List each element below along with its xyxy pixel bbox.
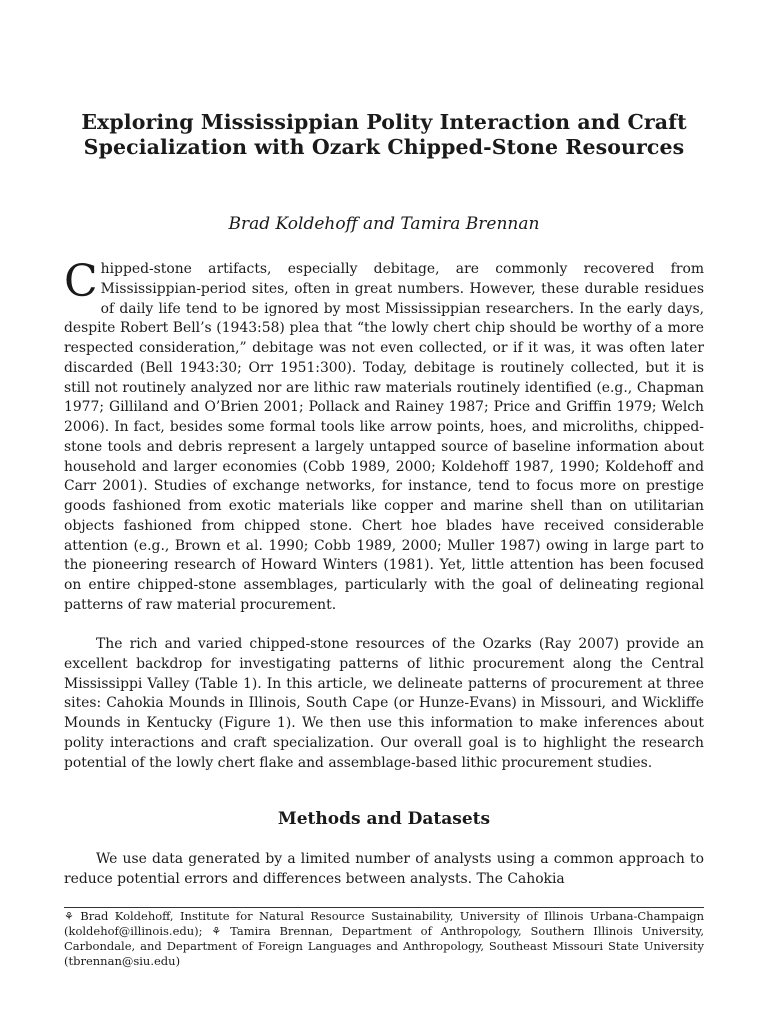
article-title: Exploring Mississippian Polity Interaction and Craft Specialization with Ozark Chipped-Stone Resources [81,110,687,159]
article-page [64,0,704,1024]
body-paragraph-2: The rich and varied chipped-stone resources of the Ozarks (Ray 2007) provide an excellent backdrop for investigating patterns of lithic procurement along the Central Mississippi Valley (Table 1). In this article, we delineate patterns of procurement at three sites: Cahokia Mounds in Illinois, South Cape (or Hunze-Evans) in Missouri, and Wickliffe Mounds in Kentucky (Figure 1). We then use this information to make inferences about polity interactions and craft specialization. Our overall goal is to highlight the research potential of the lowly chert flake and assemblage-based lithic procurement studies. [64,636,704,771]
paragraph-1-text: hipped-stone artifacts, especially debitage, are commonly recovered from Mississippian-period sites, often in great numbers. However, these durable residues of daily life tend to be ignored by most Mississippian researchers. In the early days, despite Robert Bell’s (1943:58) plea that “the lowly chert chip should be worthy of a more respected consideration,” debitage was not even collected, or if it was, it was often later discarded (Bell 1943:30; Orr 1951:300). Today, debitage is routinely collected, but it is still not routinely analyzed nor are lithic raw materials routinely identified (e.g., Chapman 1977; Gilliland and O’Brien 2001; Pollack and Rainey 1987; Price and Griffin 1979; Welch 2006). In fact, besides some formal tools like arrow points, hoes, and microliths, chipped-stone tools and debris represent a largely untapped source of baseline information about household and larger economies (Cobb 1989, 2000; Koldehoff 1987, 1990; Koldehoff and Carr 2001). Studies of exchange networks, for instance, tend to focus more on prestige goods fashioned from exotic materials like copper and marine shell than on utilitarian objects fashioned from chipped stone. Chert hoe blades have received considerable attention (e.g., Brown et al. 1990; Cobb 1989, 2000; Muller 1987) owing in large part to the pioneering research of Howard Winters (1981). Yet, little attention has been focused on entire chipped-stone assemblages, particularly with the goal of delineating regional patterns of raw material procurement. [64,261,704,613]
footnote-author-1: Brad Koldehoff, Institute for Natural Resource Sustainability, University of Illinois Urbana-Champaign (koldehof@illinois.edu); [64,909,704,938]
drop-cap: C [64,256,98,307]
footnote-divider [64,907,704,908]
footnote-marker-icon: ⚘ [211,925,222,938]
author-footnote [64,909,704,969]
body-paragraph-3: We use data generated by a limited number of analysts using a common approach to reduce potential errors and differences between analysts. The Cahokia [64,851,704,887]
section-heading-methods: Methods and Datasets [277,809,491,829]
article-authors: Brad Koldehoff and Tamira Brennan [228,214,540,234]
body-paragraph-1 [64,256,704,616]
footnote-marker-icon: ⚘ [64,910,74,923]
footnote-author-2: Tamira Brennan, Department of Anthropology, Southern Illinois University, Carbondale, and Department of Foreign Languages and Anthropology, Southeast Missouri State University (tbrennan@siu.edu) [64,924,705,968]
